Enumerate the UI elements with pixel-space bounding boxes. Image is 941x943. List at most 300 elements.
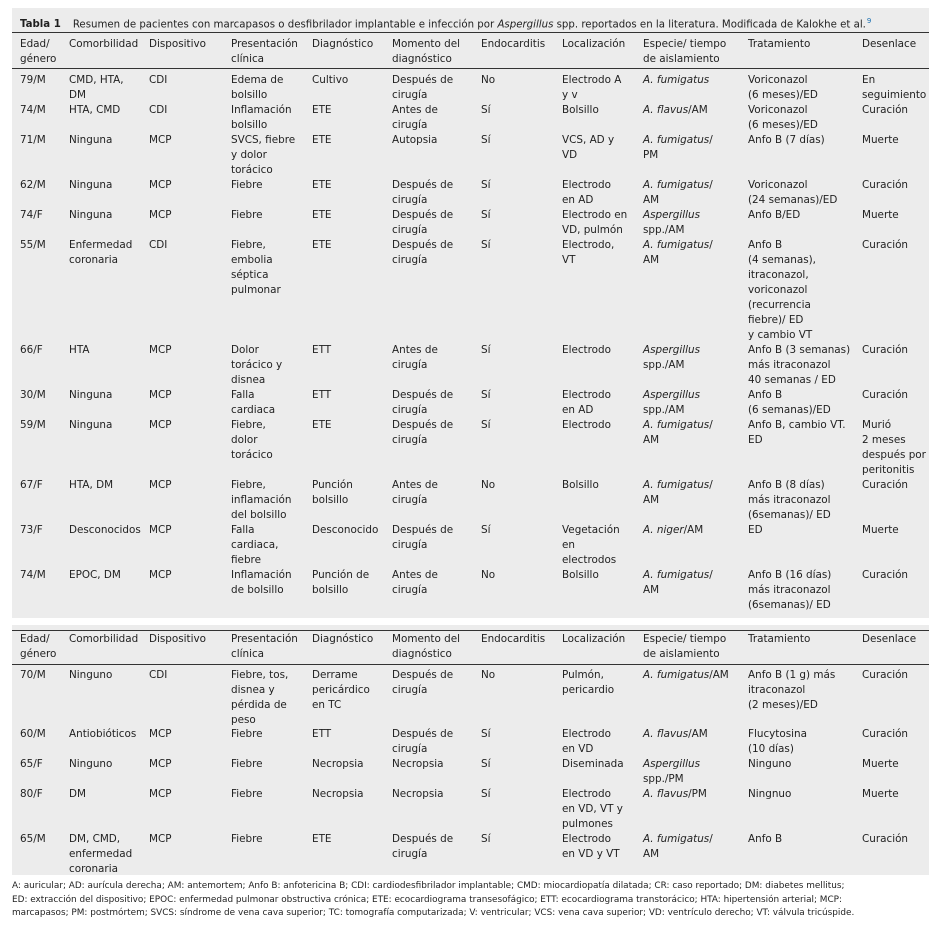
cell-presentation: Fiebre, [231,479,266,491]
cell-comorbidity: Ninguna [69,389,113,401]
cell-comorbidity: HTA, CMD [69,104,121,116]
cell-species: AM [643,254,660,266]
cell-location: Vegetación [562,524,620,536]
cell-comorbidity: coronaria [69,254,118,266]
cell-presentation: bolsillo [231,89,268,101]
cell-treatment: Ningnuo [748,788,792,800]
cell-location: Electrodo, [562,239,615,251]
caption-genus: Aspergillus [497,19,554,31]
cell-treatment: (6semanas)/ ED [748,599,831,611]
cell-location: y v [562,89,578,101]
cell-species: A. fumigatus/ [643,179,713,191]
cell-comorbidity: Ninguna [69,209,113,221]
cell-diagnosis-timing: Después de [392,728,454,740]
cell-presentation: Falla [231,524,255,536]
cell-diagnosis: Punción [312,479,353,491]
cell-diagnosis-timing: cirugía [392,848,428,860]
cell-comorbidity: DM [69,89,86,101]
cell-location: pulmones [562,818,613,830]
cell-endocarditis: No [481,569,496,581]
cell-diagnosis: Necropsia [312,758,364,770]
column-header-diagnosis-timing: diagnóstico [392,648,452,660]
cell-treatment: más itraconazol [748,359,831,371]
cell-diagnosis: ETE [312,833,332,845]
cell-diagnosis-timing: cirugía [392,224,428,236]
cell-endocarditis: Sí [481,788,491,800]
column-header-age-gender: Edad/ [20,633,50,645]
cell-species: AM [643,848,660,860]
cell-age-gender: 79/M [20,74,46,86]
caption-text-end: spp. reportados en la literatura. Modificada de Kalokhe et al. [553,19,866,31]
cell-diagnosis-timing: Después de [392,833,454,845]
cell-treatment: Ninguno [748,758,792,770]
cell-location: VCS, AD y [562,134,615,146]
cell-endocarditis: Sí [481,179,491,191]
cell-treatment: (6semanas)/ ED [748,509,831,521]
cell-diagnosis-timing: Después de [392,669,454,681]
cell-treatment: Anfo B (8 días) [748,479,825,491]
cell-location: Pulmón, [562,669,604,681]
cell-treatment: voriconazol [748,284,808,296]
cell-endocarditis: Sí [481,104,491,116]
cell-species: A. flavus/PM [643,788,707,800]
abbreviations-line: ED: extracción del dispositivo; EPOC: enfermedad pulmonar obstructiva crónica; ETE: ecocardiograma transesofágico; ETT: ecocardiograma transtorácico; HTA: hipertensión arterial; MCP: [12,894,842,905]
cell-presentation: torácico y [231,359,283,371]
table-caption [20,15,920,31]
cell-diagnosis-timing: Antes de [392,344,438,356]
caption-text-start: Resumen de pacientes con marcapasos o desfibrilador implantable e infección por [72,19,498,31]
cell-treatment: Anfo B [748,389,783,401]
column-header-diagnosis-timing: Momento del [392,38,461,50]
cell-presentation: Dolor [231,344,259,356]
cell-species: PM [643,149,659,161]
cell-treatment: Anfo B (7 días) [748,134,825,146]
cell-presentation: cardiaca [231,404,276,416]
column-header-device: Dispositivo [149,38,207,50]
cell-outcome: Curación [862,239,909,251]
cell-presentation: fiebre [231,554,261,566]
cell-diagnosis-timing: Antes de [392,479,438,491]
header-rule-bottom-1 [12,68,929,69]
cell-endocarditis: Sí [481,134,491,146]
column-header-endocarditis: Endocarditis [481,38,546,50]
cell-outcome: Curación [862,833,909,845]
cell-age-gender: 65/F [20,758,43,770]
cell-species: A. fumigatus/AM [643,669,729,681]
cell-device: MCP [149,788,172,800]
cell-treatment: (6 semanas)/ED [748,404,831,416]
cell-diagnosis: ETE [312,134,332,146]
cell-species: A. fumigatus/ [643,419,713,431]
cell-treatment: (6 meses)/ED [748,119,818,131]
column-header-presentation: Presentación [231,38,298,50]
cell-diagnosis: ETT [312,728,332,740]
cell-treatment: (4 semanas), [748,254,816,266]
cell-diagnosis-timing: Después de [392,209,454,221]
abbreviations-footnote [12,880,929,921]
column-header-presentation: Presentación [231,633,298,645]
cell-location: en VD, VT y [562,803,623,815]
cell-treatment: itraconazol [748,684,806,696]
cell-age-gender: 74/F [20,209,43,221]
cell-treatment: Anfo B [748,239,783,251]
cell-age-gender: 62/M [20,179,46,191]
cell-age-gender: 70/M [20,669,46,681]
cell-treatment: (10 días) [748,743,794,755]
cell-treatment: Anfo B [748,833,783,845]
column-header-comorbidity: Comorbilidad [69,633,139,645]
cell-diagnosis-timing: Necropsia [392,788,444,800]
cell-location: Electrodo [562,728,611,740]
cell-diagnosis-timing: Después de [392,74,454,86]
cell-location: Electrodo [562,344,611,356]
cell-device: MCP [149,209,172,221]
cell-diagnosis-timing: Después de [392,239,454,251]
cell-diagnosis: ETE [312,104,332,116]
cell-diagnosis: ETE [312,179,332,191]
cell-species: A. niger/AM [643,524,704,536]
column-header-age-gender: género [20,648,57,660]
cell-diagnosis-timing: Después de [392,179,454,191]
column-header-diagnosis: Diagnóstico [312,38,374,50]
column-header-diagnosis-timing: diagnóstico [392,53,452,65]
cell-comorbidity: coronaria [69,863,118,875]
cell-presentation: SVCS, fiebre [231,134,296,146]
cell-species: A. flavus/AM [643,104,708,116]
column-header-presentation: clínica [231,648,265,660]
cell-species: A. fumigatus [643,74,710,86]
cell-age-gender: 66/F [20,344,43,356]
cell-outcome: Muerte [862,788,899,800]
cell-species: AM [643,194,660,206]
cell-diagnosis: bolsillo [312,494,349,506]
cell-presentation: Fiebre, [231,419,266,431]
cell-device: MCP [149,479,172,491]
cell-endocarditis: Sí [481,728,491,740]
cell-diagnosis-timing: cirugía [392,539,428,551]
column-header-diagnosis: Diagnóstico [312,633,374,645]
column-header-species: Especie/ tiempo [643,38,727,50]
cell-device: MCP [149,179,172,191]
cell-age-gender: 73/F [20,524,43,536]
cell-diagnosis: en TC [312,699,342,711]
cell-species: A. fumigatus/ [643,239,713,251]
cell-diagnosis-timing: cirugía [392,254,428,266]
cell-location: Bolsillo [562,479,599,491]
cell-treatment: Flucytosina [748,728,807,740]
cell-comorbidity: DM [69,788,86,800]
cell-species: spp./AM [643,404,685,416]
cell-species: A. fumigatus/ [643,134,713,146]
cell-diagnosis-timing: cirugía [392,743,428,755]
column-header-treatment: Tratamiento [748,633,811,645]
cell-species: A. fumigatus/ [643,569,713,581]
cell-outcome: Muerte [862,524,899,536]
column-header-location: Localización [562,633,626,645]
cell-diagnosis-timing: Después de [392,524,454,536]
cell-diagnosis-timing: cirugía [392,404,428,416]
cell-comorbidity: DM, CMD, [69,833,121,845]
cell-presentation: pérdida de [231,699,287,711]
cell-presentation: torácico [231,449,273,461]
cell-treatment: Anfo B/ED [748,209,801,221]
cell-device: MCP [149,344,172,356]
cell-outcome: después por [862,449,926,461]
cell-diagnosis-timing: cirugía [392,434,428,446]
cell-treatment: fiebre)/ ED [748,314,804,326]
caption-reference[interactable]: 9 [866,17,872,25]
cell-presentation: Fiebre, [231,239,266,251]
cell-diagnosis: Derrame [312,669,358,681]
cell-endocarditis: Sí [481,239,491,251]
cell-diagnosis-timing: Antes de [392,104,438,116]
cell-location: Electrodo [562,389,611,401]
cell-diagnosis-timing: cirugía [392,359,428,371]
cell-species: AM [643,434,660,446]
cell-presentation: Fiebre [231,728,263,740]
cell-outcome: seguimiento [862,89,927,101]
cell-presentation: bolsillo [231,119,268,131]
cell-comorbidity: Ninguna [69,419,113,431]
column-header-age-gender: Edad/ [20,38,50,50]
cell-outcome: Curación [862,179,909,191]
cell-treatment: Anfo B (3 semanas) [748,344,851,356]
column-header-treatment: Tratamiento [748,38,811,50]
cell-location: VD [562,149,578,161]
cell-outcome: Curación [862,344,909,356]
cell-device: CDI [149,74,168,86]
cell-device: CDI [149,239,168,251]
cell-endocarditis: Sí [481,758,491,770]
cell-diagnosis: Desconocido [312,524,379,536]
cell-age-gender: 30/M [20,389,46,401]
cell-species: AM [643,584,660,596]
cell-presentation: pulmonar [231,284,281,296]
cell-treatment: (recurrencia [748,299,811,311]
cell-species: spp./AM [643,224,685,236]
cell-comorbidity: Desconocidos [69,524,141,536]
cell-comorbidity: enfermedad [69,848,133,860]
cell-endocarditis: Sí [481,344,491,356]
cell-treatment: itraconazol, [748,269,809,281]
cell-presentation: torácico [231,164,273,176]
cell-diagnosis-timing: Necropsia [392,758,444,770]
column-header-location: Localización [562,38,626,50]
cell-device: MCP [149,134,172,146]
cell-location: Electrodo [562,833,611,845]
cell-endocarditis: Sí [481,833,491,845]
cell-comorbidity: HTA, DM [69,479,114,491]
cell-comorbidity: CMD, HTA, [69,74,124,86]
cell-species: Aspergillus [643,389,701,401]
table-label: Tabla 1 [20,19,61,31]
column-header-outcome: Desenlace [862,633,917,645]
cell-species: Aspergillus [643,344,701,356]
cell-treatment: Anfo B (1 g) más [748,669,836,681]
cell-device: MCP [149,389,172,401]
cell-presentation: dolor [231,434,258,446]
cell-presentation: de bolsillo [231,584,284,596]
cell-location: Bolsillo [562,569,599,581]
cell-outcome: Curación [862,728,909,740]
cell-location: Bolsillo [562,104,599,116]
cell-comorbidity: Ninguno [69,669,113,681]
cell-diagnosis: ETE [312,239,332,251]
cell-diagnosis-timing: cirugía [392,494,428,506]
cell-treatment: más itraconazol [748,494,831,506]
cell-diagnosis-timing: cirugía [392,194,428,206]
cell-diagnosis-timing: cirugía [392,89,428,101]
cell-presentation: Fiebre [231,833,263,845]
cell-diagnosis-timing: Después de [392,419,454,431]
column-header-endocarditis: Endocarditis [481,633,546,645]
cell-diagnosis: ETT [312,344,332,356]
cell-presentation: Fiebre [231,758,263,770]
cell-endocarditis: Sí [481,209,491,221]
cell-diagnosis: ETE [312,419,332,431]
cell-device: MCP [149,524,172,536]
cell-species: AM [643,494,660,506]
cell-presentation: disnea y [231,684,275,696]
cell-treatment: Voriconazol [748,74,808,86]
cell-species: A. flavus/AM [643,728,708,740]
cell-device: MCP [149,728,172,740]
cell-outcome: 2 meses [862,434,906,446]
cell-outcome: Curación [862,479,909,491]
cell-diagnosis: Punción de [312,569,370,581]
cell-treatment: Voriconazol [748,179,808,191]
cell-endocarditis: Sí [481,419,491,431]
cell-location: en AD [562,194,594,206]
cell-diagnosis-timing: Autopsia [392,134,438,146]
cell-presentation: Falla [231,389,255,401]
cell-location: VD, pulmón [562,224,623,236]
cell-location: Electrodo [562,179,611,191]
cell-presentation: peso [231,714,256,726]
column-header-species: de aislamiento [643,648,720,660]
cell-comorbidity: Ninguna [69,179,113,191]
cell-treatment: ED [748,524,763,536]
column-header-species: de aislamiento [643,53,720,65]
cell-species: Aspergillus [643,209,701,221]
cell-presentation: Fiebre [231,209,263,221]
cell-outcome: En [862,74,876,86]
cell-outcome: Curación [862,389,909,401]
cell-endocarditis: No [481,479,496,491]
cell-diagnosis: Cultivo [312,74,349,86]
cell-presentation: séptica [231,269,269,281]
cell-comorbidity: Ninguno [69,758,113,770]
cell-species: spp./AM [643,359,685,371]
cell-age-gender: 74/M [20,569,46,581]
cell-outcome: Muerte [862,134,899,146]
cell-age-gender: 60/M [20,728,46,740]
cell-location: en AD [562,404,594,416]
cell-age-gender: 65/M [20,833,46,845]
cell-age-gender: 80/F [20,788,43,800]
header-rule-top-1 [12,32,929,33]
cell-outcome: peritonitis [862,464,915,476]
cell-device: CDI [149,669,168,681]
cell-outcome: Muerte [862,209,899,221]
cell-location: Electrodo en [562,209,628,221]
cell-outcome: Curación [862,104,909,116]
cell-treatment: (2 meses)/ED [748,699,818,711]
cell-presentation: cardiaca, [231,539,279,551]
cell-location: Diseminada [562,758,624,770]
cell-species: A. fumigatus/ [643,479,713,491]
cell-age-gender: 55/M [20,239,46,251]
cell-diagnosis: ETT [312,389,332,401]
cell-presentation: Fiebre [231,788,263,800]
cell-presentation: Inflamación [231,569,292,581]
cell-species: Aspergillus [643,758,701,770]
cell-diagnosis: bolsillo [312,584,349,596]
cell-age-gender: 67/F [20,479,43,491]
column-header-presentation: clínica [231,53,265,65]
cell-treatment: y cambio VT [748,329,813,341]
cell-outcome: Muerte [862,758,899,770]
cell-comorbidity: Ninguna [69,134,113,146]
cell-treatment: (24 semanas)/ED [748,194,838,206]
column-header-comorbidity: Comorbilidad [69,38,139,50]
cell-outcome: Murió [862,419,892,431]
cell-outcome: Curación [862,669,909,681]
cell-diagnosis-timing: Antes de [392,569,438,581]
cell-age-gender: 59/M [20,419,46,431]
cell-treatment: Anfo B (16 días) [748,569,832,581]
column-header-species: Especie/ tiempo [643,633,727,645]
cell-device: MCP [149,833,172,845]
column-header-diagnosis-timing: Momento del [392,633,461,645]
cell-diagnosis-timing: cirugía [392,584,428,596]
cell-comorbidity: EPOC, DM [69,569,121,581]
cell-diagnosis: pericárdico [312,684,370,696]
cell-device: MCP [149,419,172,431]
cell-location: en VD y VT [562,848,620,860]
cell-endocarditis: Sí [481,524,491,536]
column-header-outcome: Desenlace [862,38,917,50]
cell-location: electrodos [562,554,617,566]
cell-presentation: Fiebre [231,179,263,191]
cell-comorbidity: Enfermedad [69,239,133,251]
cell-presentation: inflamación [231,494,292,506]
abbreviations-line: A: auricular; AD: aurícula derecha; AM: antemortem; Anfo B: anfotericina B; CDI: cardiodesfibrilador implantable; CMD: miocardiopatía dilatada; CR: caso reportado; DM: diabetes mellitus; [12,881,845,891]
abbreviations-line: marcapasos; PM: postmórtem; SVCS: síndrome de vena cava superior; TC: tomografía computarizada; V: ventricular; VCS: vena cava superior; VD: ventrículo derecho; VT: válvula tricúspide. [12,908,855,919]
cell-location: VT [562,254,576,266]
cell-diagnosis-timing: cirugía [392,119,428,131]
cell-location: pericardio [562,684,615,696]
cell-treatment: 40 semanas / ED [748,374,836,386]
cell-presentation: embolia [231,254,273,266]
cell-diagnosis: Necropsia [312,788,364,800]
cell-location: Electrodo [562,788,611,800]
cell-diagnosis-timing: cirugía [392,684,428,696]
cell-treatment: Anfo B, cambio VT. [748,419,846,431]
cell-treatment: Voriconazol [748,104,808,116]
column-header-device: Dispositivo [149,633,207,645]
cell-diagnosis: ETE [312,209,332,221]
cell-presentation: Edema de [231,74,284,86]
cell-device: MCP [149,758,172,770]
cell-endocarditis: No [481,669,496,681]
cell-endocarditis: No [481,74,496,86]
cell-presentation: y dolor [231,149,267,161]
cell-location: en [562,539,575,551]
cell-location: en VD [562,743,594,755]
column-header-age-gender: género [20,53,57,65]
cell-species: A. fumigatus/ [643,833,713,845]
